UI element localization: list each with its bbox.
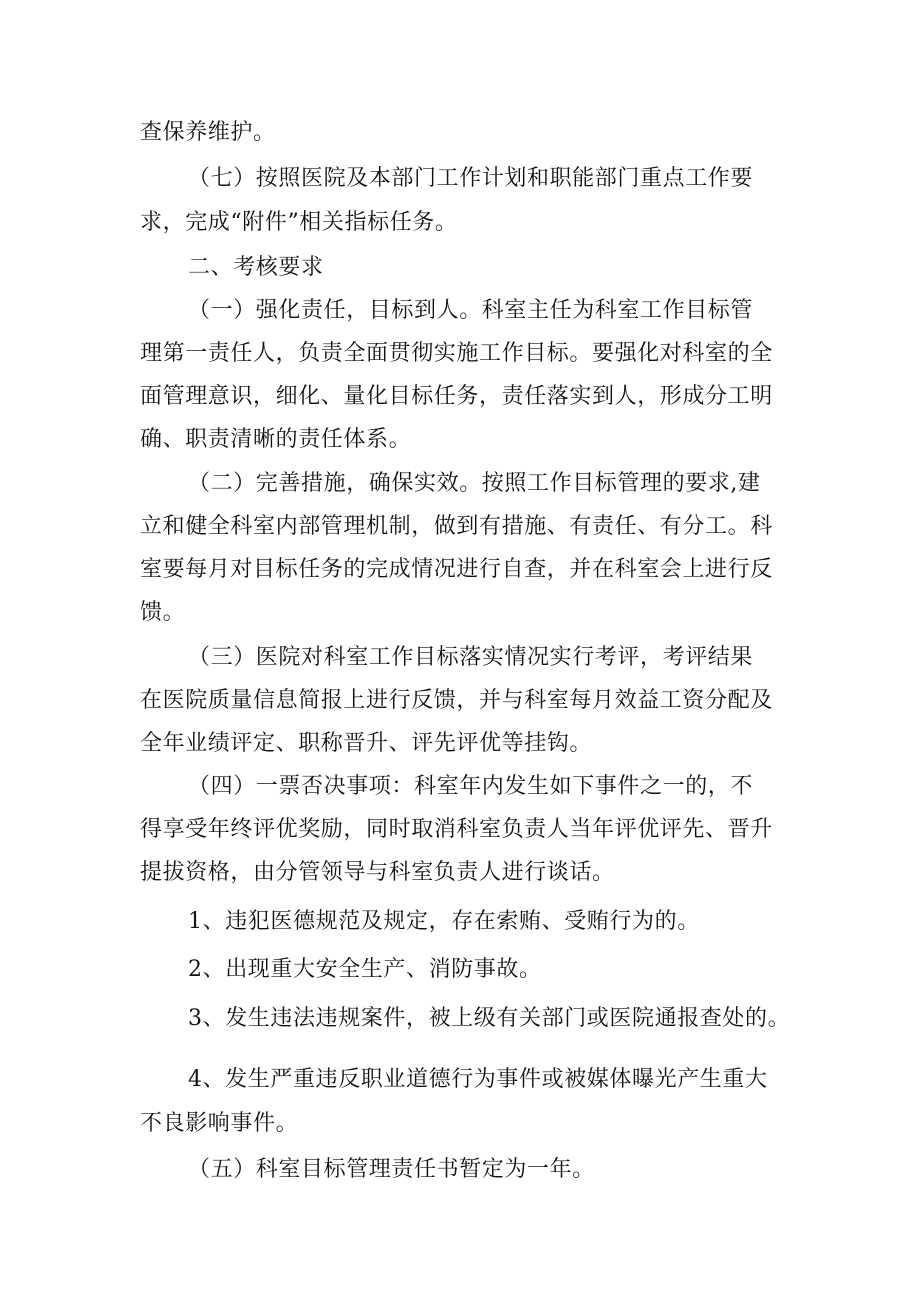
paragraph-7-line: （七）按照医院及本部门工作计划和职能部门重点工作要	[188, 166, 754, 191]
text-line: 面管理意识，细化、量化目标任务，责任落实到人，形成分工明	[140, 384, 773, 409]
list-item-1: 1、违犯医德规范及规定，存在索贿、受贿行为的。	[188, 909, 700, 934]
text-line: 查保养维护。	[140, 120, 276, 145]
paragraph-5-line: （五）科室目标管理责任书暂定为一年。	[188, 1157, 595, 1182]
text-line: 不良影响事件。	[140, 1111, 299, 1136]
section-heading: 二、考核要求	[188, 255, 324, 280]
text-line: 提拔资格，由分管领导与科室负责人进行谈话。	[140, 860, 615, 885]
paragraph-2-line: （二）完善措施，确保实效。按照工作目标管理的要求,建	[188, 471, 761, 496]
list-item-4: 4、发生严重违反职业道德行为事件或被媒体曝光产生重大	[188, 1067, 768, 1092]
text-line: 立和健全科室内部管理机制，做到有措施、有责任、有分工。科	[140, 514, 773, 539]
text-line: 室要每月对目标任务的完成情况进行自查，并在科室会上进行反	[140, 557, 773, 582]
paragraph-1-line: （一）强化责任，目标到人。科室主任为科室工作目标管	[188, 298, 754, 323]
text-line: 得享受年终评优奖励，同时取消科室负责人当年评优评先、晋升	[140, 817, 773, 842]
paragraph-3-line: （三）医院对科室工作目标落实情况实行考评，考评结果	[188, 645, 754, 670]
text-line: 全年业绩评定、职称晋升、评先评优等挂钩。	[140, 731, 593, 756]
text-line: 在医院质量信息简报上进行反馈，并与科室每月效益工资分配及	[140, 688, 773, 713]
text-line: 馈。	[140, 600, 186, 625]
text-line: 求，完成“附件”相关指标任务。	[140, 210, 458, 235]
text-line: 确、职责清晰的责任体系。	[140, 427, 412, 452]
list-item-3: 3、发生违法违规案件，被上级有关部门或医院通报查处的。	[188, 1006, 791, 1031]
text-line: 理第一责任人，负责全面贯彻实施工作目标。要强化对科室的全	[140, 341, 773, 366]
paragraph-4-line: （四）一票否决事项：科室年内发生如下事件之一的，不	[188, 774, 754, 799]
list-item-2: 2、出现重大安全生产、消防事故。	[188, 957, 542, 982]
